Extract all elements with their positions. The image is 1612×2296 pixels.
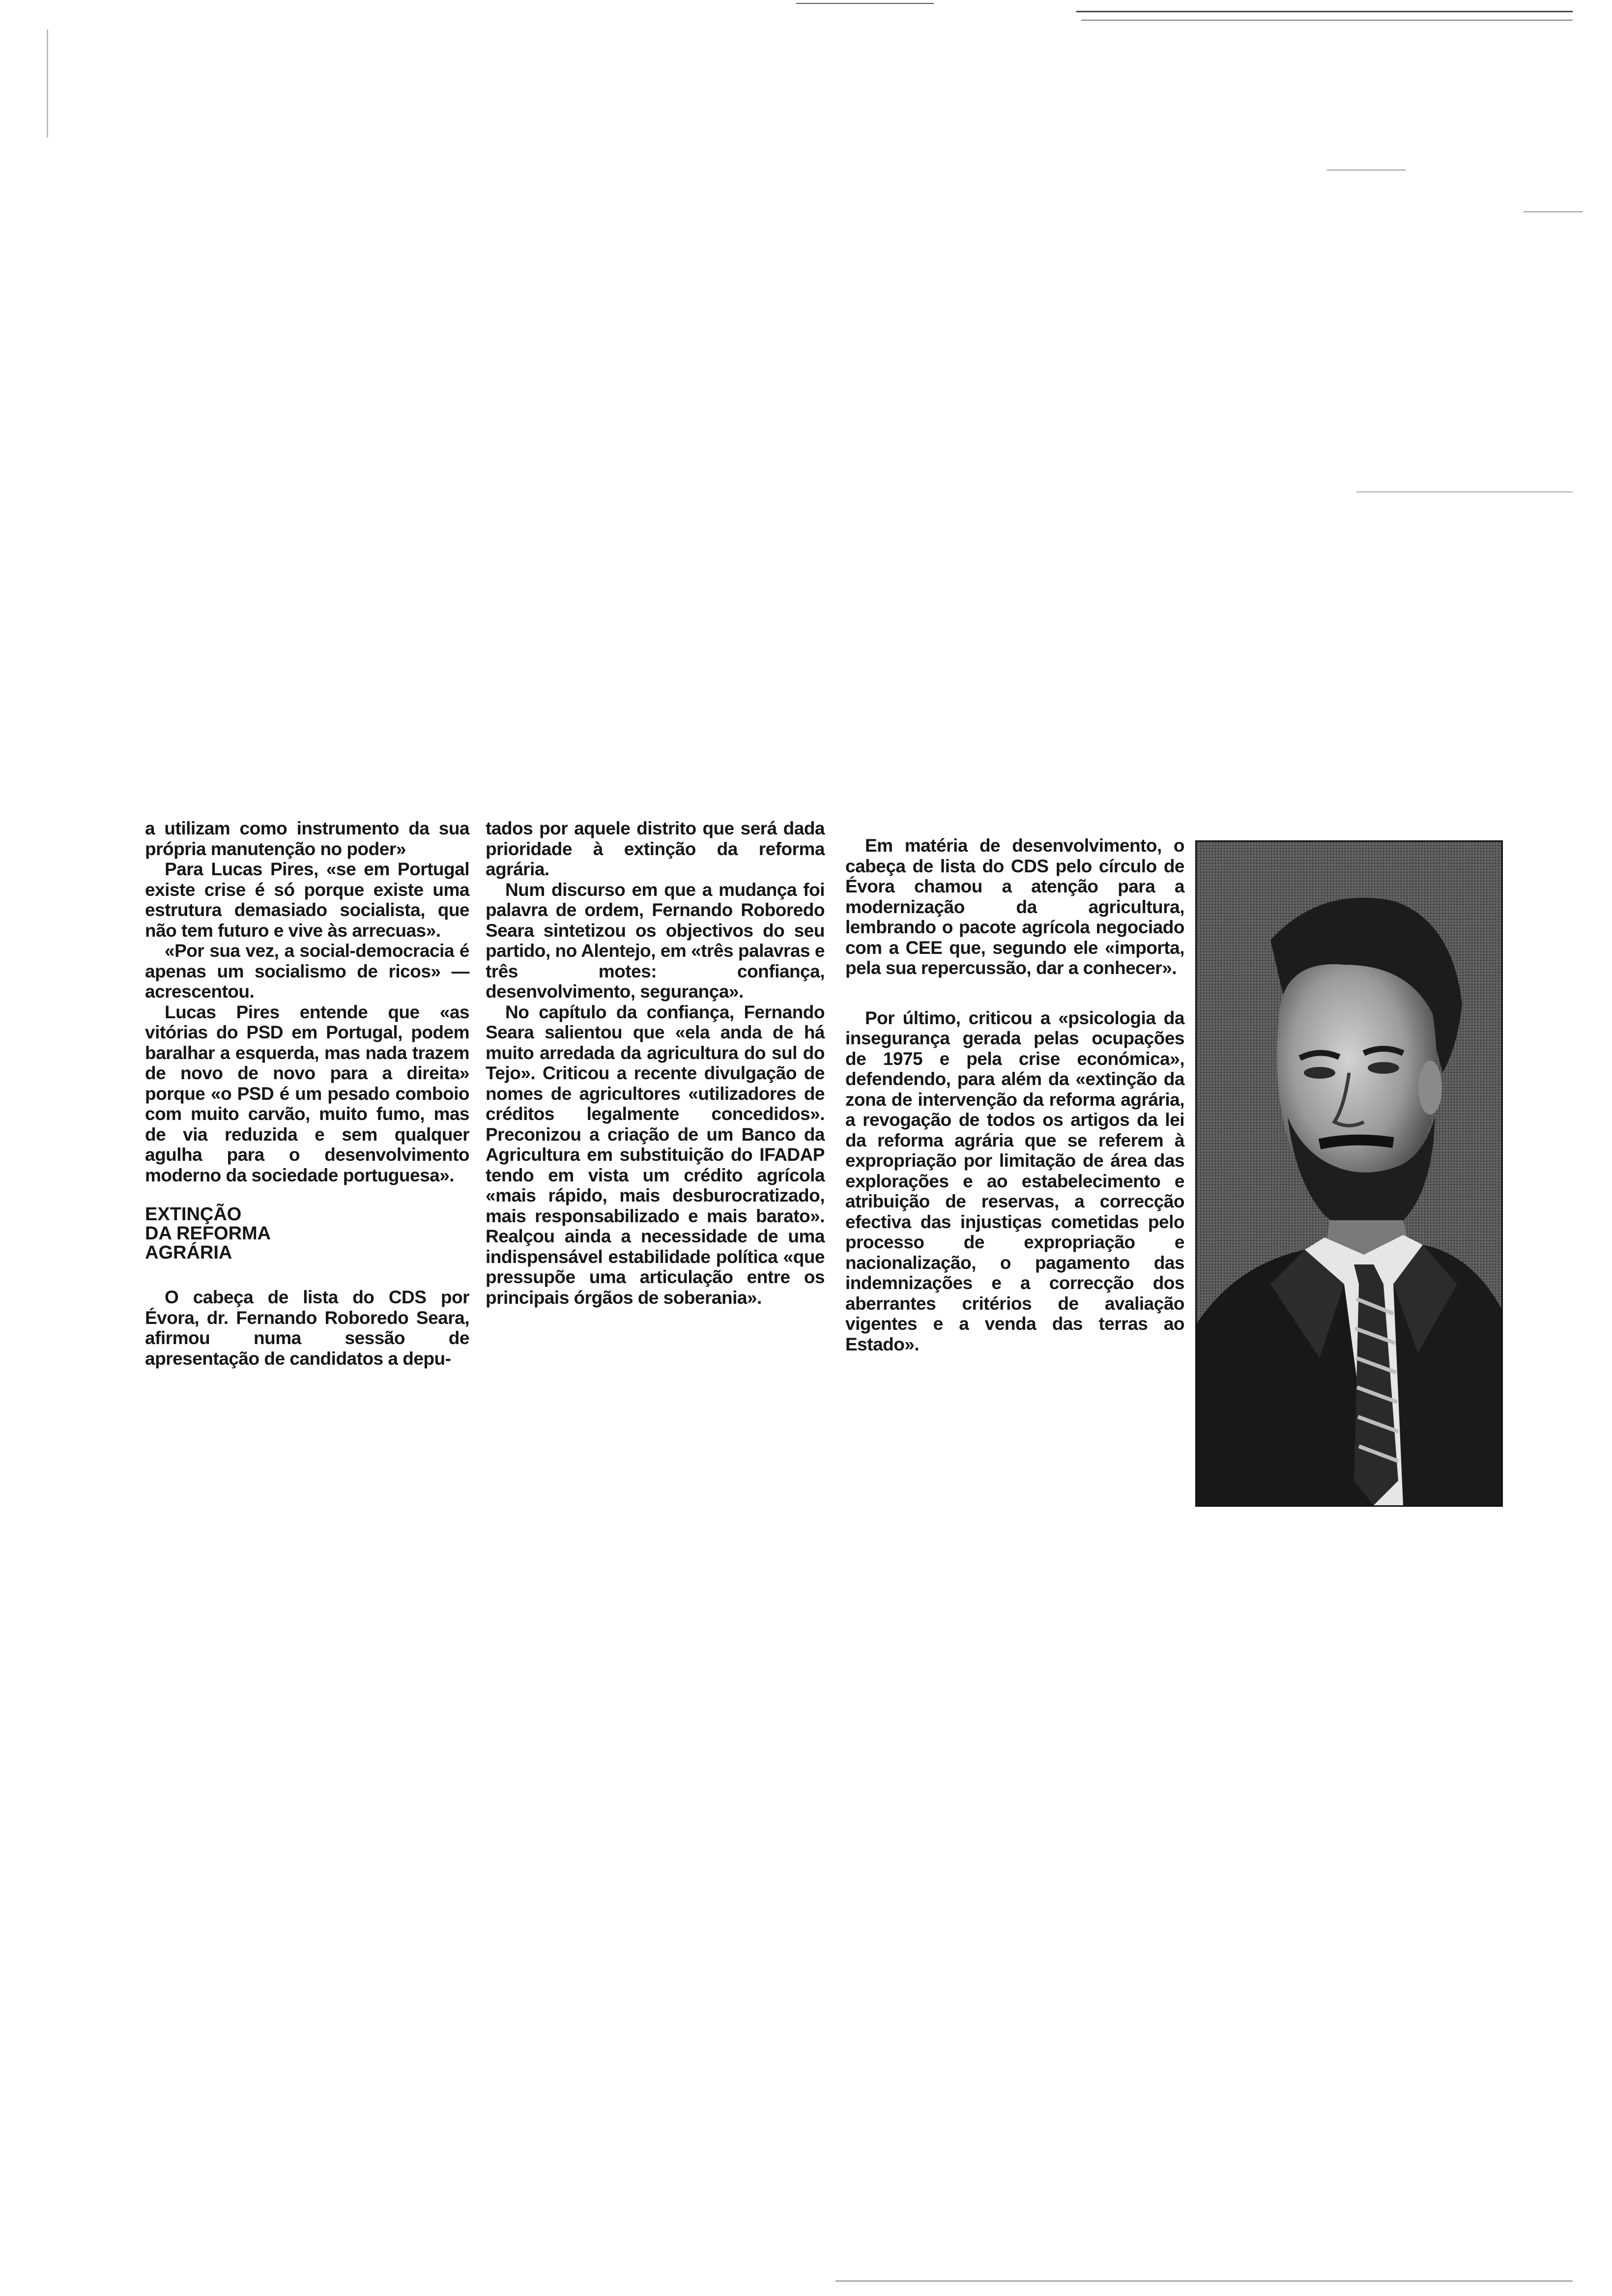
paragraph: No capítulo da confiança, Fernando Seara salientou que «ela anda de há muito arredada da agricultura do sul do Tejo». Criticou a recente divulgação de nomes de agricultores «utilizadores de créditos legalmente concedidos». Preconizou a criação de um Banco da Agricultura em substituição do IFADAP tendo em vista um crédito agrícola «mais rápido, mais desburocratizado, mais responsabilizado e mais barato». Realçou ainda a necessidade de uma indispensável estabilidade política «que pressupõe uma articulação entre os principais órgãos de soberania». [486,1002,825,1308]
scan-speck [835,2280,1573,2282]
article-column-3 [845,835,1184,1354]
scan-speck [1356,491,1573,492]
portrait-illustration [1197,842,1501,1505]
paragraph: «Por sua vez, a social-democracia é apenas um socialismo de ricos» — acrescentou. [145,941,469,1002]
paragraph: Para Lucas Pires, «se em Portugal existe crise é só porque existe uma estrutura demasiado socialista, que não tem futuro e vive às arrecuas». [145,859,469,941]
article-column-1 [145,818,469,1369]
scan-line-top-3 [1081,20,1573,21]
subheading-line: DA REFORMA [145,1223,271,1244]
paragraph: O cabeça de lista do CDS por Évora, dr. Fernando Roboredo Seara, afirmou numa sessão de apresentação de candidatos a depu- [145,1287,469,1369]
subheading [145,1205,469,1263]
scan-speck [1327,170,1406,171]
paragraph: Num discurso em que a mudança foi palavra de ordem, Fernando Roboredo Seara sintetizou os objectivos do seu partido, no Alentejo, em «três palavras e três motes: confiança, desenvolvimento, segurança». [486,879,825,1002]
scan-speck [1524,211,1583,212]
portrait-photo [1195,840,1503,1507]
scan-speck [47,29,48,138]
paragraph: a utilizam como instrumento da sua própria manutenção no poder» [145,818,469,859]
article-column-2 [486,818,825,1308]
scan-line-top-2 [1076,11,1573,12]
paragraph: Por último, criticou a «psicologia da insegurança gerada pelas ocupações de 1975 e pela crise económica», defendendo, para além da «extinção da zona de intervenção da reforma agrária, a revogação de todos os artigos da lei da reforma agrária que se referem à expropriação por limitação de área das explorações e ao estabelecimento e atribuição de reservas, a correcção efectiva das injustiças cometidas pelo processo de expropriação e nacionalização, o pagamento das indemnizações e a correcção dos aberrantes critérios de avaliação vigentes e a venda das terras ao Estado». [845,1007,1184,1354]
subheading-line: EXTINÇÃO [145,1204,242,1225]
paragraph: tados por aquele distrito que será dada prioridade à extinção da reforma agrária. [486,818,825,879]
subheading-line: AGRÁRIA [145,1242,232,1263]
paragraph: Lucas Pires entende que «as vitórias do PSD em Portugal, podem baralhar a esquerda, mas nada trazem de novo de novo para a direita» porque «o PSD é um pesado comboio com muito carvão, muito fumo, mas de via reduzida e sem qualquer agulha para o desenvolvimento moderno da sociedade portuguesa». [145,1002,469,1185]
paragraph: Em matéria de desenvolvimento, o cabeça de lista do CDS pelo círculo de Évora chamou a atenção para a modernização da agricultura, lembrando o pacote agrícola negociado com a CEE que, segundo ele «importa, pela sua repercussão, dar a conhecer». [845,835,1184,978]
scan-line-top-1 [796,3,934,4]
